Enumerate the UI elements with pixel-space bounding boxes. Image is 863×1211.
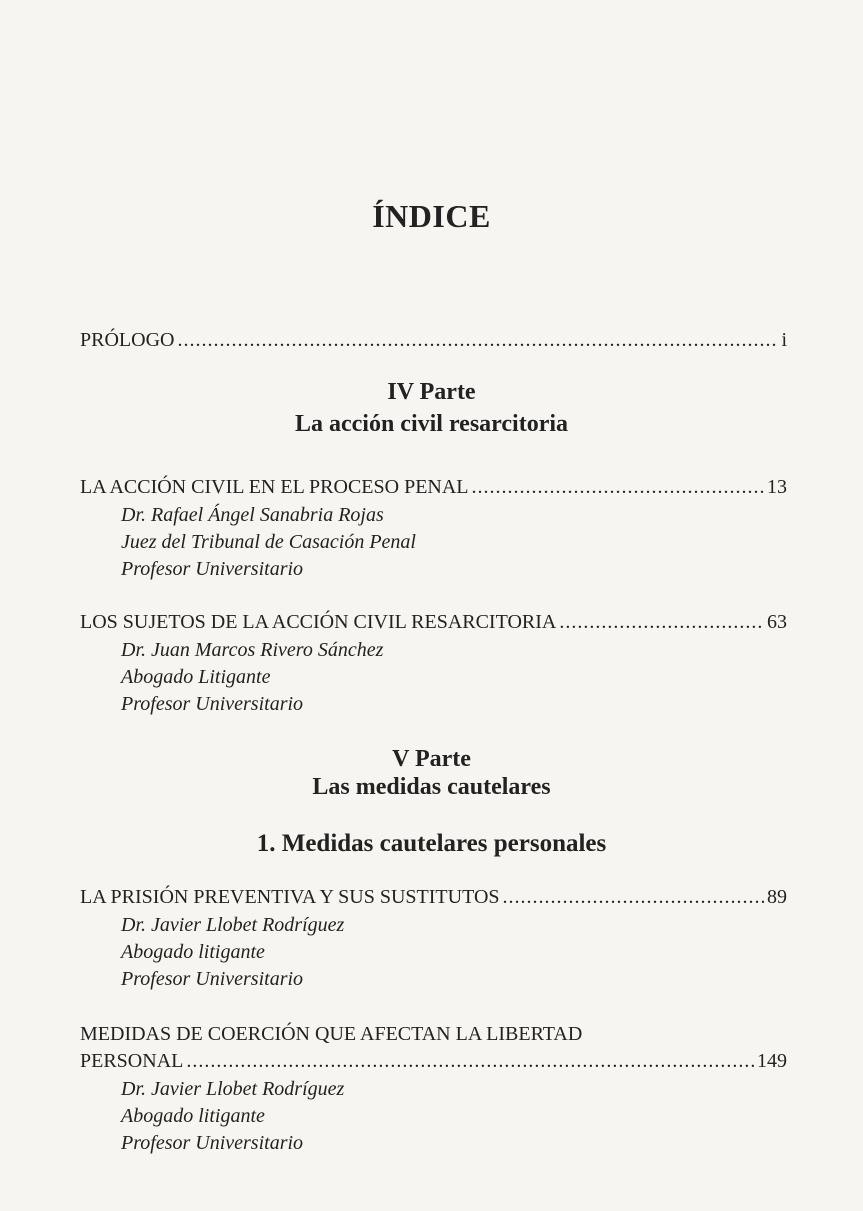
dot-leader (503, 885, 764, 909)
author-role: Profesor Universitario (121, 693, 304, 715)
dot-leader (177, 328, 778, 352)
part-subheading: Las medidas cautelares (312, 774, 551, 800)
author-role: Juez del Tribunal de Casación Penal (121, 531, 416, 553)
author-role: Profesor Universitario (121, 968, 304, 990)
author-role: Profesor Universitario (121, 1132, 304, 1154)
author-name: Dr. Rafael Ángel Sanabria Rojas (121, 504, 384, 526)
toc-entry-title-continued: PERSONAL (80, 1050, 184, 1072)
toc-entry-prologo[interactable] (80, 328, 787, 352)
toc-entry-title: PRÓLOGO (80, 329, 175, 351)
author-role: Abogado Litigante (121, 666, 271, 688)
toc-page-number: 13 (767, 476, 787, 498)
toc-page-number: 89 (767, 886, 787, 908)
author-role: Profesor Universitario (121, 558, 304, 580)
toc-entry-title: LA ACCIÓN CIVIL EN EL PROCESO PENAL (80, 476, 469, 498)
author-name: Dr. Javier Llobet Rodríguez (121, 1078, 345, 1100)
toc-page-number: 149 (757, 1050, 787, 1072)
page-title: ÍNDICE (372, 198, 491, 234)
section-heading: 1. Medidas cautelares personales (256, 830, 607, 857)
author-role: Abogado litigante (121, 1105, 265, 1127)
toc-page-number: i (781, 329, 787, 351)
part-heading: V Parte (392, 746, 471, 772)
toc-entry[interactable] (80, 885, 787, 909)
toc-entry[interactable] (80, 1049, 787, 1073)
dot-leader (186, 1049, 754, 1073)
toc-entry-title: LA PRISIÓN PREVENTIVA Y SUS SUSTITUTOS (80, 886, 500, 908)
part-heading: IV Parte (387, 379, 476, 405)
author-role: Abogado litigante (121, 941, 265, 963)
toc-entry-title[interactable]: MEDIDAS DE COERCIÓN QUE AFECTAN LA LIBERTAD (80, 1023, 583, 1045)
author-name: Dr. Javier Llobet Rodríguez (121, 914, 345, 936)
toc-page-number: 63 (767, 611, 787, 633)
dot-leader (559, 610, 764, 634)
dot-leader (472, 475, 764, 499)
part-subheading: La acción civil resarcitoria (294, 411, 569, 437)
toc-entry[interactable] (80, 475, 787, 499)
toc-entry-title: LOS SUJETOS DE LA ACCIÓN CIVIL RESARCITORIA (80, 611, 557, 633)
author-name: Dr. Juan Marcos Rivero Sánchez (121, 639, 384, 661)
toc-entry[interactable] (80, 610, 787, 634)
